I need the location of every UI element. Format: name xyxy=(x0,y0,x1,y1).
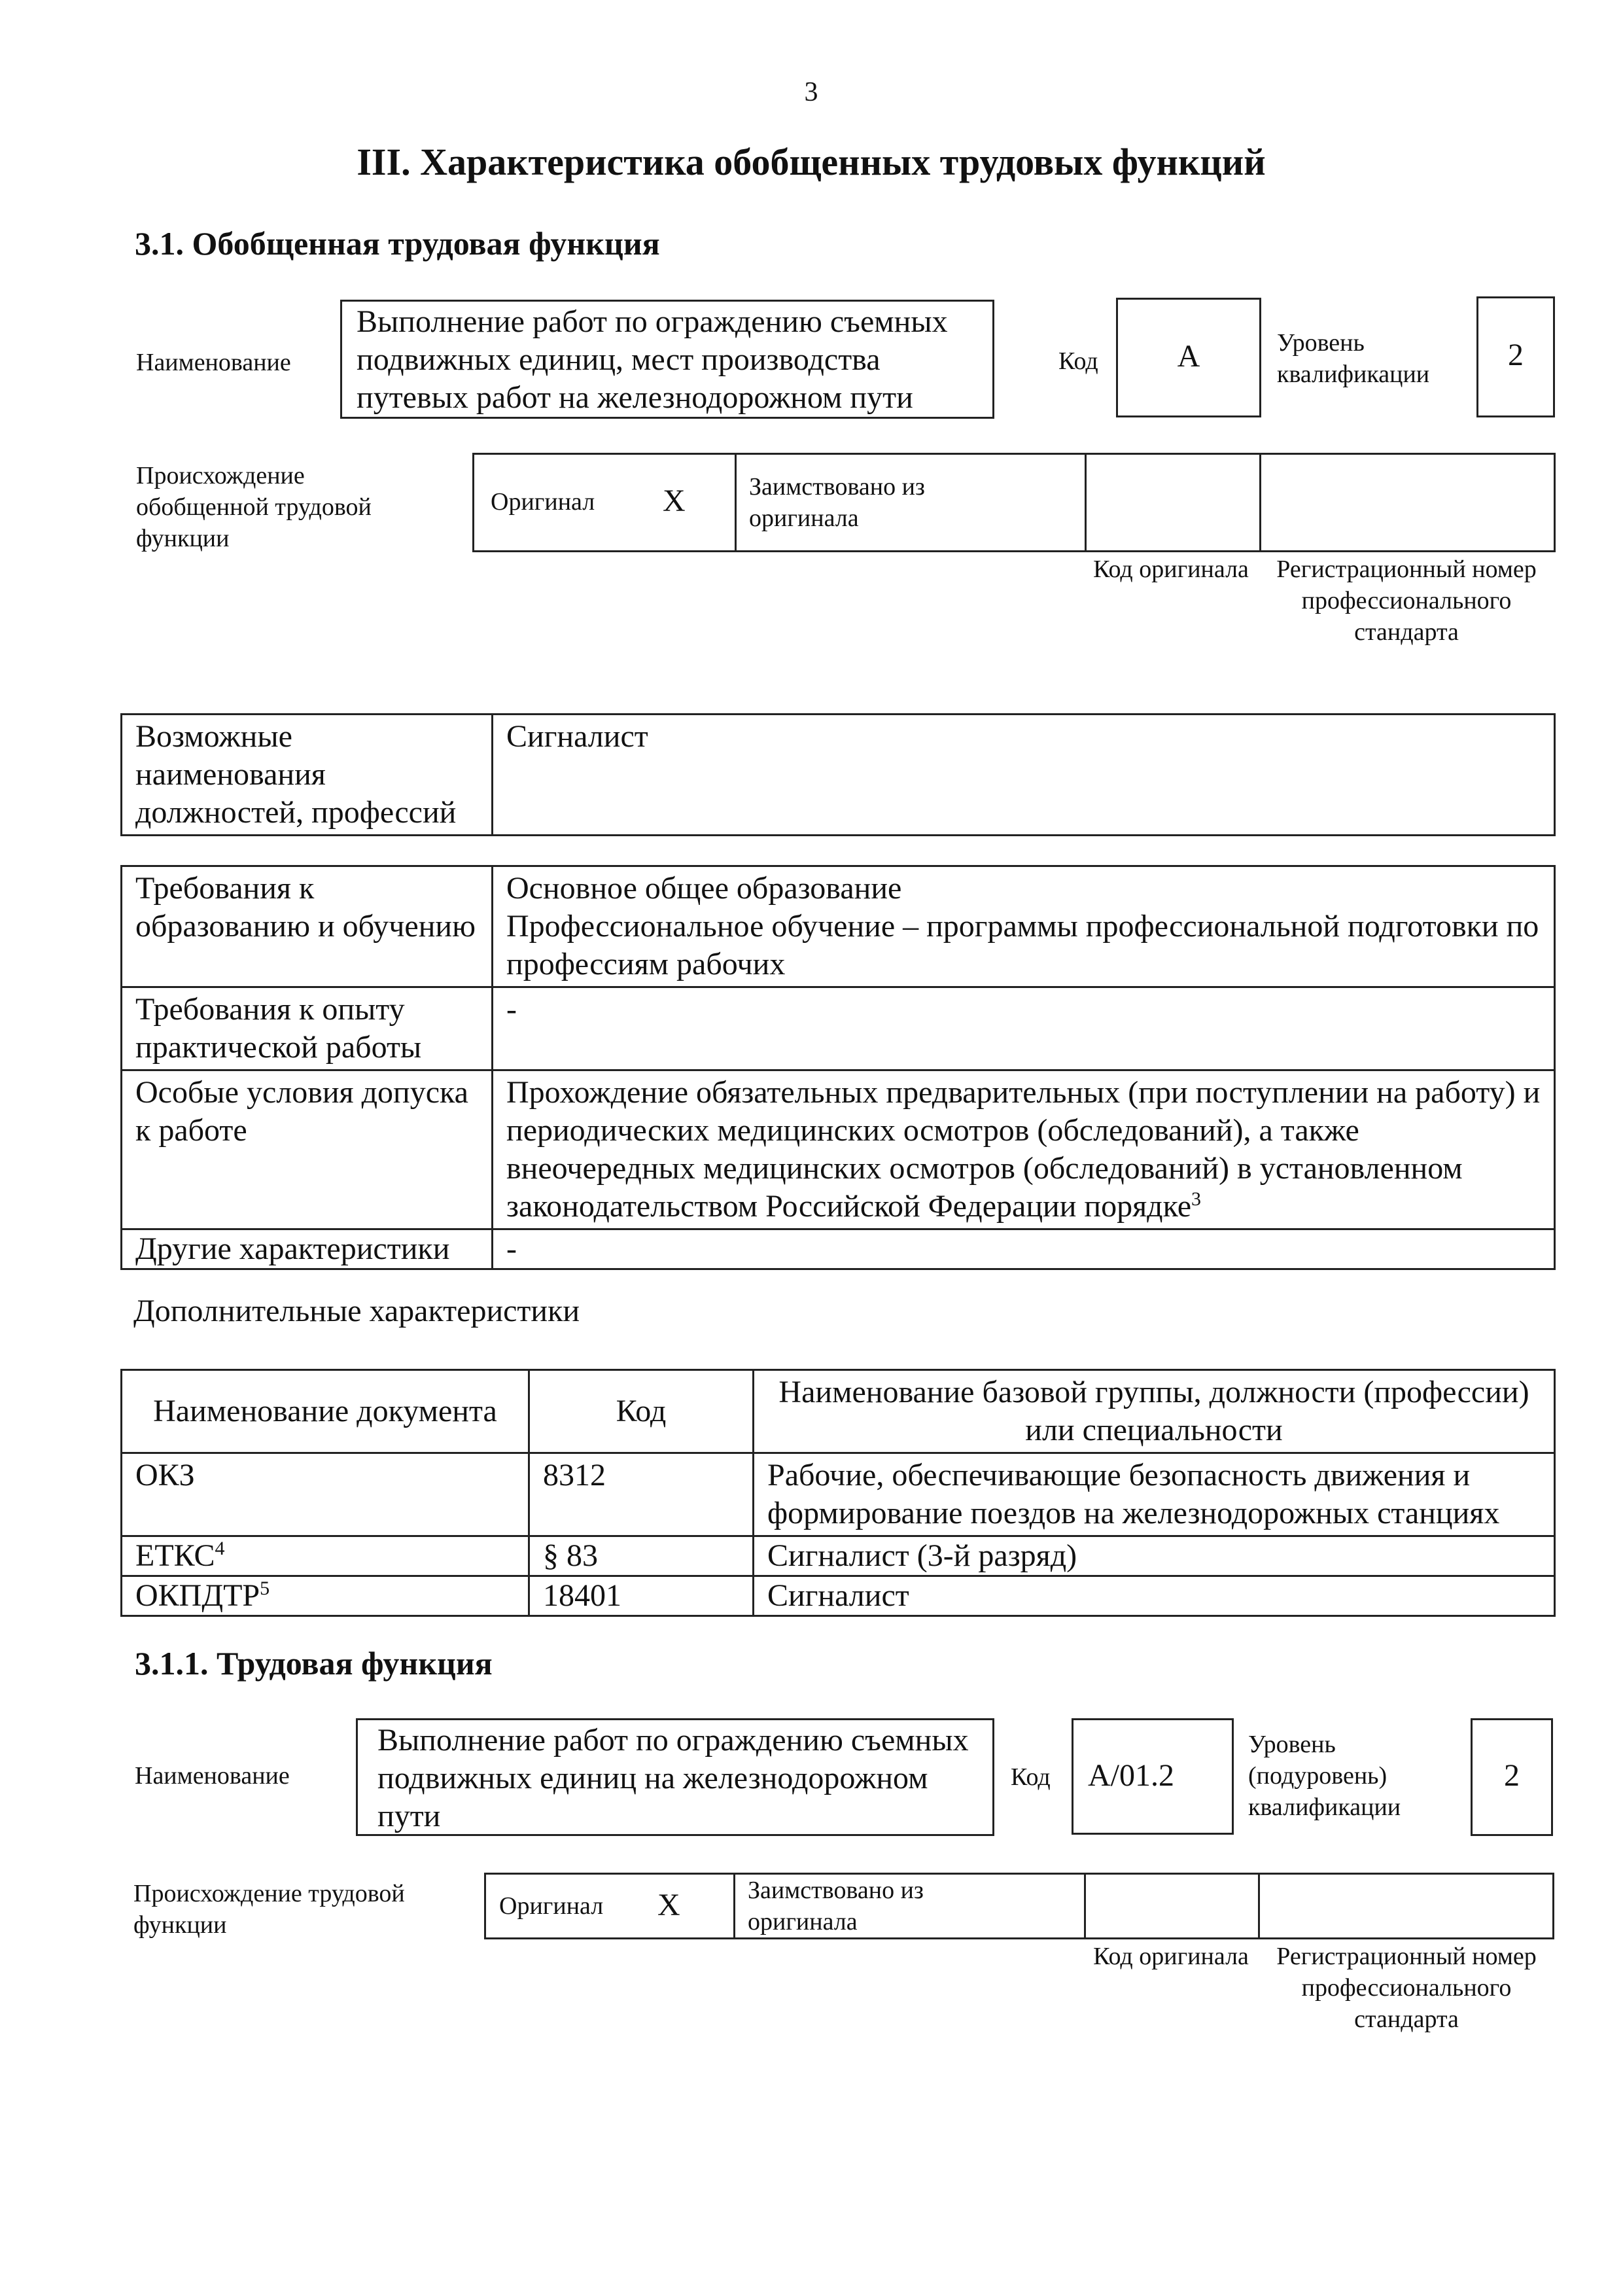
row-doc xyxy=(122,1453,529,1536)
tf-code-orig-caption: Код оригинала xyxy=(1093,1943,1249,1970)
row-doc-text: ОКЗ xyxy=(135,1458,195,1492)
row-doc-text: ЕТКС xyxy=(135,1538,215,1573)
row-code: § 83 xyxy=(529,1536,754,1576)
tf-reg-num-caption: Регистрационный номер профессионального стандарта xyxy=(1276,1943,1537,2033)
gtf-name-label: Наименование xyxy=(136,349,291,376)
gtf-original-label: Оригинал xyxy=(491,488,595,516)
req-value: - xyxy=(493,1229,1555,1269)
gtf-level-value: 2 xyxy=(1476,296,1555,417)
row-name: Сигналист (3-й разряд) xyxy=(754,1536,1555,1576)
page-number: 3 xyxy=(804,77,818,107)
tf-code-value: А/01.2 xyxy=(1072,1718,1234,1835)
gtf-borrowed-label: Заимствовано из оригинала xyxy=(749,473,925,532)
tf-level-label: Уровень (подуровень) квалификации xyxy=(1248,1731,1401,1821)
footnote-ref: 3 xyxy=(1191,1188,1201,1210)
gtf-code-value: А xyxy=(1116,298,1261,417)
gtf-code-label: Код xyxy=(1058,347,1098,375)
tf-heading: 3.1.1. Трудовая функция xyxy=(135,1645,493,1682)
tf-name-value: Выполнение работ по ограждению съемных подвижных единиц на железнодорожном пути xyxy=(356,1718,994,1836)
additional-table xyxy=(120,1369,1556,1617)
req-value-cell xyxy=(493,1070,1555,1229)
tf-borrowed-label: Заимствовано из оригинала xyxy=(748,1877,924,1935)
header-doc: Наименование документа xyxy=(122,1370,529,1453)
requirements-table xyxy=(120,865,1556,1270)
positions-value: Сигналист xyxy=(493,715,1555,836)
req-value: Основное общее образование Профессиональное обучение – программы профессиональной подготовки по профессиям рабочих xyxy=(493,866,1555,987)
row-name: Сигналист xyxy=(754,1576,1555,1616)
req-label: Особые условия допуска к работе xyxy=(122,1070,493,1229)
row-doc-text: ОКПДТР xyxy=(135,1578,260,1613)
tf-level-value: 2 xyxy=(1471,1718,1553,1836)
tf-name-label: Наименование xyxy=(135,1762,290,1790)
gtf-name-value: Выполнение работ по ограждению съемных подвижных единиц, мест производства путевых работ на железнодорожном пути xyxy=(340,300,994,419)
req-value: - xyxy=(493,987,1555,1070)
positions-table xyxy=(120,713,1556,836)
header-code: Код xyxy=(529,1370,754,1453)
gtf-level-label: Уровень квалификации xyxy=(1277,329,1430,388)
row-doc xyxy=(122,1576,529,1616)
row-doc xyxy=(122,1536,529,1576)
req-label: Требования к опыту практической работы xyxy=(122,987,493,1070)
row-code: 18401 xyxy=(529,1576,754,1616)
header-name: Наименование базовой группы, должности (профессии) или специальности xyxy=(754,1370,1555,1453)
gtf-origin-table xyxy=(472,453,1556,552)
gtf-reg-num-caption: Регистрационный номер профессионального стандарта xyxy=(1276,556,1537,646)
tf-origin-table xyxy=(484,1873,1554,1939)
footnote-ref: 5 xyxy=(260,1578,270,1599)
footnote-ref: 4 xyxy=(215,1538,225,1559)
tf-origin-label: Происхождение трудовой функции xyxy=(133,1880,405,1939)
gtf-heading: 3.1. Обобщенная трудовая функция xyxy=(135,225,660,262)
req-label: Требования к образованию и обучению xyxy=(122,866,493,987)
gtf-original-mark: Х xyxy=(663,484,686,518)
gtf-code-orig-caption: Код оригинала xyxy=(1093,556,1249,583)
additional-title: Дополнительные характеристики xyxy=(133,1294,580,1328)
tf-original-label: Оригинал xyxy=(499,1892,604,1920)
tf-original-mark: Х xyxy=(657,1888,680,1922)
section-title: III. Характеристика обобщенных трудовых функций xyxy=(357,141,1266,183)
row-name: Рабочие, обеспечивающие безопасность движения и формирование поездов на железнодорожных станциях xyxy=(754,1453,1555,1536)
gtf-origin-label: Происхождение обобщенной трудовой функции xyxy=(136,462,372,552)
req-value: Прохождение обязательных предварительных (при поступлении на работу) и периодических медицинских осмотров (обследований), а также внеочередных медицинских осмотров (обследований) в установленном законодательством Российской Федерации порядке xyxy=(506,1075,1541,1224)
positions-label: Возможные наименования должностей, профессий xyxy=(122,715,493,836)
tf-code-label: Код xyxy=(1011,1763,1051,1791)
req-label: Другие характеристики xyxy=(122,1229,493,1269)
row-code: 8312 xyxy=(529,1453,754,1536)
